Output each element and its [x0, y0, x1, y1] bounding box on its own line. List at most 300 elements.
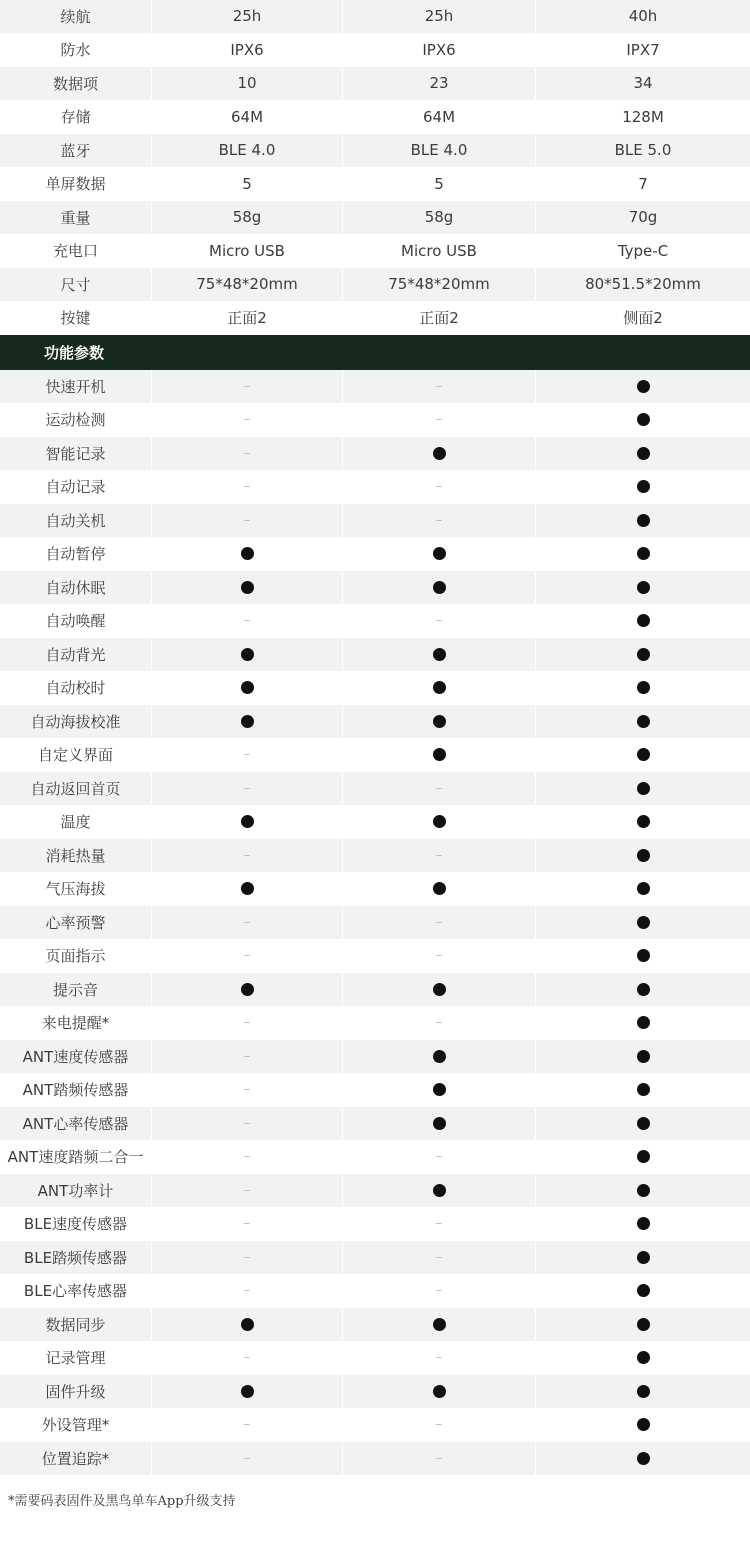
- footnote: *需要码表固件及黑鸟单车App升级支持: [8, 1494, 236, 1509]
- supported-dot-icon: [433, 1050, 446, 1063]
- feature-label: 自动校时: [0, 672, 152, 705]
- feature-label: 自动唤醒: [0, 605, 152, 638]
- feature-label: 自动海拔校准: [0, 705, 152, 738]
- supported-dot-icon: [433, 648, 446, 661]
- spec-value: 75*48*20mm: [343, 268, 536, 301]
- feature-row: [0, 1342, 750, 1376]
- feature-value: [343, 1241, 536, 1274]
- feature-value: [343, 471, 536, 504]
- feature-label: 自动暂停: [0, 538, 152, 571]
- feature-value: [343, 605, 536, 638]
- unsupported-dash: –: [435, 1450, 443, 1466]
- feature-row: [0, 1275, 750, 1309]
- spec-value: 23: [343, 67, 536, 100]
- feature-value: [152, 1107, 343, 1140]
- feature-value: [536, 839, 750, 872]
- supported-dot-icon: [241, 715, 254, 728]
- feature-value: [536, 471, 750, 504]
- unsupported-dash: –: [243, 747, 251, 763]
- feature-value: [536, 538, 750, 571]
- feature-value: [536, 437, 750, 470]
- feature-value: [152, 571, 343, 604]
- spec-label: 充电口: [0, 235, 152, 268]
- unsupported-dash: –: [243, 1048, 251, 1064]
- supported-dot-icon: [637, 1150, 650, 1163]
- feature-label: BLE速度传感器: [0, 1208, 152, 1241]
- feature-value: [152, 605, 343, 638]
- feature-value: [536, 1275, 750, 1308]
- spec-row: [0, 134, 750, 168]
- supported-dot-icon: [241, 581, 254, 594]
- spec-label: 蓝牙: [0, 134, 152, 167]
- supported-dot-icon: [637, 1385, 650, 1398]
- feature-value: [152, 806, 343, 839]
- unsupported-dash: –: [243, 1216, 251, 1232]
- spec-row: [0, 101, 750, 135]
- feature-value: [152, 1007, 343, 1040]
- feature-row: [0, 370, 750, 404]
- supported-dot-icon: [637, 514, 650, 527]
- supported-dot-icon: [637, 1016, 650, 1029]
- spec-row: [0, 168, 750, 202]
- supported-dot-icon: [433, 1385, 446, 1398]
- unsupported-dash: –: [243, 1450, 251, 1466]
- feature-row: [0, 672, 750, 706]
- feature-value: [152, 1241, 343, 1274]
- unsupported-dash: –: [435, 780, 443, 796]
- spec-row: [0, 0, 750, 34]
- feature-value: [536, 1409, 750, 1442]
- supported-dot-icon: [637, 1184, 650, 1197]
- feature-label: 运动检测: [0, 404, 152, 437]
- spec-value: 64M: [343, 101, 536, 134]
- feature-label: 自动关机: [0, 504, 152, 537]
- spec-value: 25h: [343, 0, 536, 33]
- feature-value: [152, 839, 343, 872]
- unsupported-dash: –: [243, 948, 251, 964]
- supported-dot-icon: [433, 681, 446, 694]
- feature-row: [0, 605, 750, 639]
- feature-value: [343, 370, 536, 403]
- feature-value: [343, 705, 536, 738]
- feature-value: [536, 873, 750, 906]
- unsupported-dash: –: [243, 1082, 251, 1098]
- unsupported-dash: –: [435, 1283, 443, 1299]
- feature-value: [152, 1141, 343, 1174]
- feature-label: ANT速度传感器: [0, 1040, 152, 1073]
- unsupported-dash: –: [243, 613, 251, 629]
- supported-dot-icon: [637, 480, 650, 493]
- feature-label: 自动记录: [0, 471, 152, 504]
- supported-dot-icon: [433, 882, 446, 895]
- feature-value: [536, 1442, 750, 1475]
- feature-value: [536, 672, 750, 705]
- spec-label: 尺寸: [0, 268, 152, 301]
- spec-value: Micro USB: [152, 235, 343, 268]
- spec-value: BLE 4.0: [343, 134, 536, 167]
- spec-row: [0, 67, 750, 101]
- spec-value: IPX6: [152, 34, 343, 67]
- supported-dot-icon: [637, 1251, 650, 1264]
- feature-row: [0, 1208, 750, 1242]
- feature-label: 固件升级: [0, 1375, 152, 1408]
- feature-value: [152, 504, 343, 537]
- feature-label: 提示音: [0, 973, 152, 1006]
- supported-dot-icon: [637, 748, 650, 761]
- spec-row: [0, 268, 750, 302]
- spec-value: 34: [536, 67, 750, 100]
- supported-dot-icon: [637, 1050, 650, 1063]
- spec-value: 58g: [343, 201, 536, 234]
- feature-value: [343, 1308, 536, 1341]
- supported-dot-icon: [433, 1083, 446, 1096]
- unsupported-dash: –: [243, 847, 251, 863]
- supported-dot-icon: [433, 748, 446, 761]
- feature-label: 温度: [0, 806, 152, 839]
- feature-row: [0, 806, 750, 840]
- spec-label: 重量: [0, 201, 152, 234]
- feature-value: [536, 571, 750, 604]
- feature-value: [343, 1342, 536, 1375]
- supported-dot-icon: [637, 1083, 650, 1096]
- unsupported-dash: –: [243, 412, 251, 428]
- feature-value: [343, 973, 536, 1006]
- unsupported-dash: –: [435, 1249, 443, 1265]
- feature-value: [343, 1141, 536, 1174]
- unsupported-dash: –: [243, 1149, 251, 1165]
- feature-value: [152, 370, 343, 403]
- feature-value: [152, 772, 343, 805]
- supported-dot-icon: [433, 447, 446, 460]
- spec-value: 5: [152, 168, 343, 201]
- spec-label: 防水: [0, 34, 152, 67]
- spec-value: 80*51.5*20mm: [536, 268, 750, 301]
- feature-value: [343, 1208, 536, 1241]
- feature-row: [0, 1040, 750, 1074]
- supported-dot-icon: [637, 983, 650, 996]
- feature-label: 外设管理*: [0, 1409, 152, 1442]
- unsupported-dash: –: [243, 1417, 251, 1433]
- feature-value: [536, 973, 750, 1006]
- feature-value: [152, 404, 343, 437]
- feature-value: [536, 906, 750, 939]
- unsupported-dash: –: [243, 780, 251, 796]
- feature-label: 页面指示: [0, 940, 152, 973]
- supported-dot-icon: [637, 849, 650, 862]
- spec-value: 128M: [536, 101, 750, 134]
- feature-row: [0, 571, 750, 605]
- feature-label: ANT速度踏频二合一: [0, 1141, 152, 1174]
- unsupported-dash: –: [243, 1350, 251, 1366]
- feature-row: [0, 940, 750, 974]
- unsupported-dash: –: [435, 1015, 443, 1031]
- feature-value: [152, 538, 343, 571]
- feature-row: [0, 1141, 750, 1175]
- spec-rows: [0, 0, 750, 335]
- feature-value: [152, 1308, 343, 1341]
- feature-value: [343, 1409, 536, 1442]
- feature-value: [343, 1174, 536, 1207]
- unsupported-dash: –: [243, 445, 251, 461]
- feature-value: [536, 1174, 750, 1207]
- feature-value: [152, 471, 343, 504]
- feature-value: [536, 1107, 750, 1140]
- spec-value: 10: [152, 67, 343, 100]
- feature-value: [536, 1241, 750, 1274]
- feature-value: [152, 705, 343, 738]
- spec-row: [0, 235, 750, 269]
- feature-row: [0, 1375, 750, 1409]
- unsupported-dash: –: [243, 1115, 251, 1131]
- feature-value: [152, 1074, 343, 1107]
- unsupported-dash: –: [435, 914, 443, 930]
- unsupported-dash: –: [435, 1417, 443, 1433]
- feature-label: 心率预警: [0, 906, 152, 939]
- spec-value: 75*48*20mm: [152, 268, 343, 301]
- feature-label: 快速开机: [0, 370, 152, 403]
- unsupported-dash: –: [435, 512, 443, 528]
- supported-dot-icon: [637, 1351, 650, 1364]
- spec-value: 40h: [536, 0, 750, 33]
- spec-value: 25h: [152, 0, 343, 33]
- spec-value: 7: [536, 168, 750, 201]
- supported-dot-icon: [433, 547, 446, 560]
- feature-row: [0, 839, 750, 873]
- feature-value: [343, 1375, 536, 1408]
- supported-dot-icon: [637, 547, 650, 560]
- feature-row: [0, 973, 750, 1007]
- feature-value: [536, 404, 750, 437]
- unsupported-dash: –: [243, 1249, 251, 1265]
- feature-value: [152, 940, 343, 973]
- feature-value: [152, 739, 343, 772]
- unsupported-dash: –: [435, 847, 443, 863]
- feature-label: 记录管理: [0, 1342, 152, 1375]
- feature-label: BLE心率传感器: [0, 1275, 152, 1308]
- supported-dot-icon: [637, 882, 650, 895]
- feature-value: [152, 906, 343, 939]
- feature-label: 来电提醒*: [0, 1007, 152, 1040]
- unsupported-dash: –: [243, 1283, 251, 1299]
- feature-row: [0, 1442, 750, 1476]
- unsupported-dash: –: [243, 479, 251, 495]
- feature-rows: [0, 370, 750, 1476]
- feature-label: 自动背光: [0, 638, 152, 671]
- supported-dot-icon: [637, 916, 650, 929]
- feature-value: [343, 1442, 536, 1475]
- feature-value: [152, 1040, 343, 1073]
- spec-row: [0, 302, 750, 336]
- feature-value: [343, 1275, 536, 1308]
- feature-value: [343, 739, 536, 772]
- spec-label: 续航: [0, 0, 152, 33]
- feature-value: [536, 705, 750, 738]
- unsupported-dash: –: [435, 1149, 443, 1165]
- feature-row: [0, 705, 750, 739]
- unsupported-dash: –: [435, 412, 443, 428]
- feature-value: [536, 1375, 750, 1408]
- feature-value: [536, 1208, 750, 1241]
- unsupported-dash: –: [435, 1216, 443, 1232]
- spec-value: 正面2: [343, 302, 536, 335]
- feature-row: [0, 1007, 750, 1041]
- feature-value: [536, 806, 750, 839]
- feature-value: [343, 404, 536, 437]
- supported-dot-icon: [241, 681, 254, 694]
- feature-value: [152, 1208, 343, 1241]
- feature-value: [536, 940, 750, 973]
- feature-label: 气压海拔: [0, 873, 152, 906]
- feature-value: [343, 839, 536, 872]
- unsupported-dash: –: [435, 1350, 443, 1366]
- supported-dot-icon: [637, 1418, 650, 1431]
- supported-dot-icon: [241, 1385, 254, 1398]
- feature-row: [0, 772, 750, 806]
- feature-value: [536, 1308, 750, 1341]
- feature-value: [536, 1007, 750, 1040]
- feature-value: [536, 638, 750, 671]
- spec-value: IPX7: [536, 34, 750, 67]
- feature-value: [152, 1409, 343, 1442]
- feature-value: [152, 1174, 343, 1207]
- supported-dot-icon: [637, 1217, 650, 1230]
- feature-value: [536, 370, 750, 403]
- feature-value: [536, 1141, 750, 1174]
- feature-label: 消耗热量: [0, 839, 152, 872]
- supported-dot-icon: [433, 1318, 446, 1331]
- feature-value: [343, 1074, 536, 1107]
- supported-dot-icon: [637, 715, 650, 728]
- feature-value: [536, 1342, 750, 1375]
- feature-value: [152, 672, 343, 705]
- spec-value: BLE 4.0: [152, 134, 343, 167]
- unsupported-dash: –: [243, 914, 251, 930]
- spec-value: Type-C: [536, 235, 750, 268]
- feature-value: [536, 772, 750, 805]
- feature-value: [343, 504, 536, 537]
- supported-dot-icon: [433, 983, 446, 996]
- feature-value: [343, 1107, 536, 1140]
- supported-dot-icon: [637, 949, 650, 962]
- feature-row: [0, 404, 750, 438]
- supported-dot-icon: [241, 547, 254, 560]
- spec-value: Micro USB: [343, 235, 536, 268]
- feature-label: ANT心率传感器: [0, 1107, 152, 1140]
- spec-value: 58g: [152, 201, 343, 234]
- feature-row: [0, 1308, 750, 1342]
- supported-dot-icon: [637, 413, 650, 426]
- spec-value: 70g: [536, 201, 750, 234]
- supported-dot-icon: [637, 581, 650, 594]
- spec-value: 64M: [152, 101, 343, 134]
- feature-value: [343, 437, 536, 470]
- supported-dot-icon: [433, 1117, 446, 1130]
- spec-value: IPX6: [343, 34, 536, 67]
- feature-row: [0, 638, 750, 672]
- feature-label: ANT功率计: [0, 1174, 152, 1207]
- spec-value: 5: [343, 168, 536, 201]
- feature-row: [0, 471, 750, 505]
- spec-value: BLE 5.0: [536, 134, 750, 167]
- supported-dot-icon: [637, 648, 650, 661]
- feature-value: [152, 973, 343, 1006]
- supported-dot-icon: [637, 1452, 650, 1465]
- feature-value: [536, 739, 750, 772]
- supported-dot-icon: [637, 1318, 650, 1331]
- feature-value: [343, 672, 536, 705]
- spec-value: 正面2: [152, 302, 343, 335]
- feature-row: [0, 504, 750, 538]
- spec-row: [0, 201, 750, 235]
- feature-value: [152, 437, 343, 470]
- feature-label: ANT踏频传感器: [0, 1074, 152, 1107]
- feature-value: [343, 638, 536, 671]
- supported-dot-icon: [433, 1184, 446, 1197]
- feature-value: [536, 1040, 750, 1073]
- spec-label: 按键: [0, 302, 152, 335]
- feature-row: [0, 739, 750, 773]
- unsupported-dash: –: [435, 479, 443, 495]
- supported-dot-icon: [637, 782, 650, 795]
- feature-value: [536, 605, 750, 638]
- supported-dot-icon: [241, 882, 254, 895]
- supported-dot-icon: [241, 1318, 254, 1331]
- feature-row: [0, 906, 750, 940]
- supported-dot-icon: [241, 983, 254, 996]
- feature-value: [343, 571, 536, 604]
- feature-value: [343, 806, 536, 839]
- feature-value: [152, 1442, 343, 1475]
- unsupported-dash: –: [243, 378, 251, 394]
- feature-value: [536, 504, 750, 537]
- features-section-title: 功能参数: [44, 344, 105, 362]
- spec-label: 存储: [0, 101, 152, 134]
- supported-dot-icon: [241, 815, 254, 828]
- feature-row: [0, 1241, 750, 1275]
- feature-value: [152, 873, 343, 906]
- supported-dot-icon: [433, 815, 446, 828]
- features-section-header: [0, 335, 750, 370]
- feature-value: [343, 772, 536, 805]
- feature-row: [0, 873, 750, 907]
- spec-row: [0, 34, 750, 68]
- spec-label: 数据项: [0, 67, 152, 100]
- unsupported-dash: –: [243, 512, 251, 528]
- feature-row: [0, 1107, 750, 1141]
- supported-dot-icon: [637, 614, 650, 627]
- unsupported-dash: –: [435, 948, 443, 964]
- supported-dot-icon: [637, 815, 650, 828]
- feature-label: BLE踏频传感器: [0, 1241, 152, 1274]
- feature-value: [343, 873, 536, 906]
- feature-row: [0, 1409, 750, 1443]
- supported-dot-icon: [241, 648, 254, 661]
- feature-label: 智能记录: [0, 437, 152, 470]
- feature-value: [152, 638, 343, 671]
- supported-dot-icon: [637, 1284, 650, 1297]
- feature-value: [343, 1040, 536, 1073]
- unsupported-dash: –: [435, 378, 443, 394]
- feature-row: [0, 538, 750, 572]
- supported-dot-icon: [433, 715, 446, 728]
- feature-label: 位置追踪*: [0, 1442, 152, 1475]
- feature-row: [0, 1174, 750, 1208]
- supported-dot-icon: [433, 581, 446, 594]
- supported-dot-icon: [637, 1117, 650, 1130]
- feature-row: [0, 1074, 750, 1108]
- supported-dot-icon: [637, 447, 650, 460]
- feature-label: 自定义界面: [0, 739, 152, 772]
